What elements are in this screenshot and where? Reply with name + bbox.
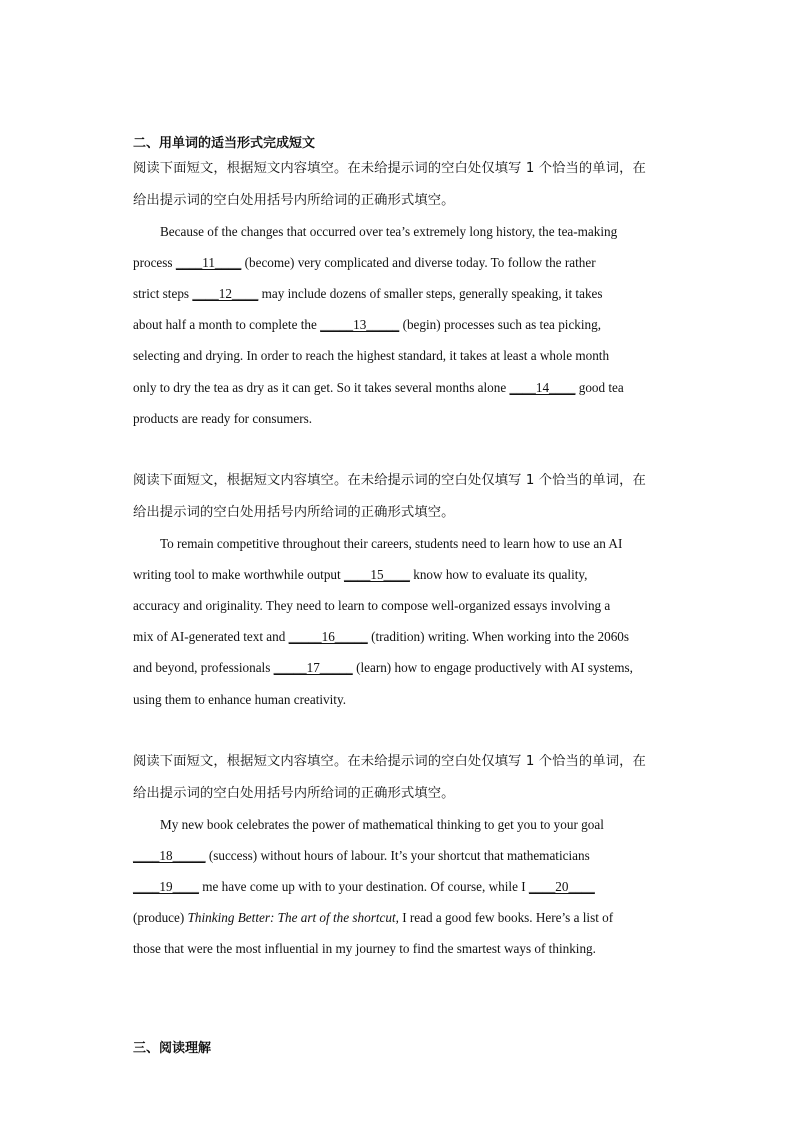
passage-text: process xyxy=(133,255,176,270)
passage-text: me have come up with to your destination. Of course, while I xyxy=(198,879,529,894)
passage-text: strict steps xyxy=(133,286,193,301)
passage-line xyxy=(133,286,603,302)
passage-text: writing tool to make worthwhile output xyxy=(133,567,344,582)
passage-text: To remain competitive throughout their careers, students need to learn how to use an AI xyxy=(160,536,623,551)
passage-text: (tradition) writing. When working into the 2060s xyxy=(367,629,630,644)
instruction-line: 给出提示词的空白处用括号内所给词的正确形式填空。 xyxy=(133,505,455,520)
passage-text: know how to evaluate its quality, xyxy=(409,567,588,582)
instruction-line: 给出提示词的空白处用括号内所给词的正确形式填空。 xyxy=(133,786,455,801)
passage-line xyxy=(133,910,613,926)
passage-text: only to dry the tea as dry as it can get. So it takes several months alone xyxy=(133,380,510,395)
passage-text: selecting and drying. In order to reach the highest standard, it takes at least a whole month xyxy=(133,348,610,363)
passage-line xyxy=(160,224,617,240)
answer-blank: _____16_____ xyxy=(288,629,368,644)
answer-blank: ____14____ xyxy=(509,380,576,395)
passage-line xyxy=(133,567,587,583)
passage-text: I read a good few books. Here’s a list of xyxy=(398,910,614,925)
answer-blank: _____17_____ xyxy=(273,660,353,675)
section-heading: 三、阅读理解 xyxy=(133,1041,212,1056)
answer-blank: ____18_____ xyxy=(133,848,206,863)
book-title: Thinking Better: The art of the shortcut, xyxy=(187,910,399,925)
passage-text: Because of the changes that occurred over tea’s extremely long history, the tea-making xyxy=(160,224,618,239)
passage-text: may include dozens of smaller steps, generally speaking, it takes xyxy=(258,286,603,301)
passage-line xyxy=(133,629,629,645)
passage-text: (begin) processes such as tea picking, xyxy=(399,317,602,332)
passage-line xyxy=(133,317,601,333)
passage-line xyxy=(133,255,596,271)
passage-line xyxy=(133,348,609,364)
passage-line xyxy=(160,536,622,552)
answer-blank: ____12____ xyxy=(192,286,259,301)
passage-line xyxy=(133,660,633,676)
passage-line xyxy=(133,941,596,957)
answer-blank: ____20____ xyxy=(528,879,595,894)
passage-text: (become) very complicated and diverse today. To follow the rather xyxy=(241,255,596,270)
instruction-line: 给出提示词的空白处用括号内所给词的正确形式填空。 xyxy=(133,193,455,208)
answer-blank: _____13_____ xyxy=(320,317,400,332)
answer-blank: ____11____ xyxy=(175,255,242,270)
passage-text: My new book celebrates the power of mathematical thinking to get you to your goal xyxy=(160,817,604,832)
passage-text: accuracy and originality. They need to learn to compose well-organized essays involving a xyxy=(133,598,611,613)
answer-blank: ____15____ xyxy=(343,567,410,582)
passage-text: good tea xyxy=(575,380,624,395)
section-heading: 二、用单词的适当形式完成短文 xyxy=(133,136,316,151)
passage-line xyxy=(133,411,312,427)
passage-line xyxy=(133,879,595,895)
passage-line xyxy=(160,817,604,833)
passage-line xyxy=(133,692,346,708)
instruction-line: 阅读下面短文，根据短文内容填空。在未给提示词的空白处仅填写 1 个恰当的单词，在 xyxy=(133,754,646,769)
passage-text: and beyond, professionals xyxy=(133,660,274,675)
answer-blank: ____19____ xyxy=(133,879,199,894)
passage-text: about half a month to complete the xyxy=(133,317,321,332)
passage-text: those that were the most influential in my journey to find the smartest ways of thinking. xyxy=(133,941,596,956)
passage-line xyxy=(133,598,610,614)
passage-text: mix of AI-generated text and xyxy=(133,629,289,644)
passage-line xyxy=(133,848,590,864)
passage-text: using them to enhance human creativity. xyxy=(133,692,347,707)
passage-text: (success) without hours of labour. It’s your shortcut that mathematicians xyxy=(205,848,590,863)
passage-text: products are ready for consumers. xyxy=(133,411,313,426)
passage-text: (produce) xyxy=(133,910,188,925)
instruction-line: 阅读下面短文，根据短文内容填空。在未给提示词的空白处仅填写 1 个恰当的单词，在 xyxy=(133,161,646,176)
instruction-line: 阅读下面短文，根据短文内容填空。在未给提示词的空白处仅填写 1 个恰当的单词，在 xyxy=(133,473,646,488)
passage-text: (learn) how to engage productively with AI systems, xyxy=(352,660,633,675)
passage-line xyxy=(133,380,624,396)
